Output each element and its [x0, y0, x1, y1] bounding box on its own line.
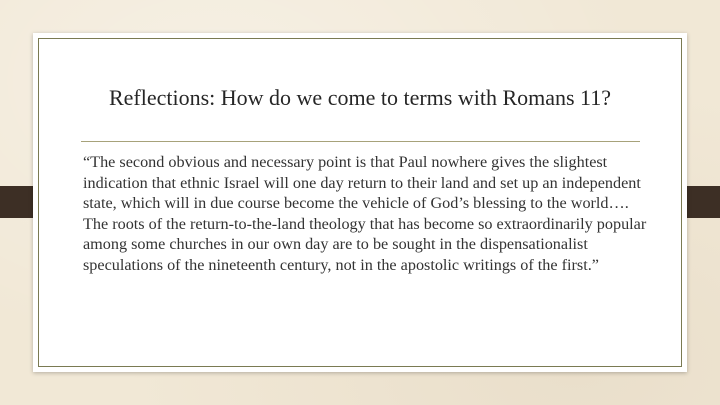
title-divider [81, 141, 640, 142]
quote-text: “The second obvious and necessary point is that Paul nowhere gives the slightest indication that ethnic Israel will one day return to their land and set up an independent state, which will in due course become the vehicle of God’s blessing to the world…. The roots of the return-to-the-land theology that has become so extraordinarily popular among some churches in our own day are to be sought in the dispensationalist speculations of the nineteenth century, not in the apostolic writings of the first.” [83, 153, 647, 274]
slide-content-panel [33, 33, 687, 372]
slide-title: Reflections: How do we come to terms with Romans 11? [108, 85, 612, 110]
